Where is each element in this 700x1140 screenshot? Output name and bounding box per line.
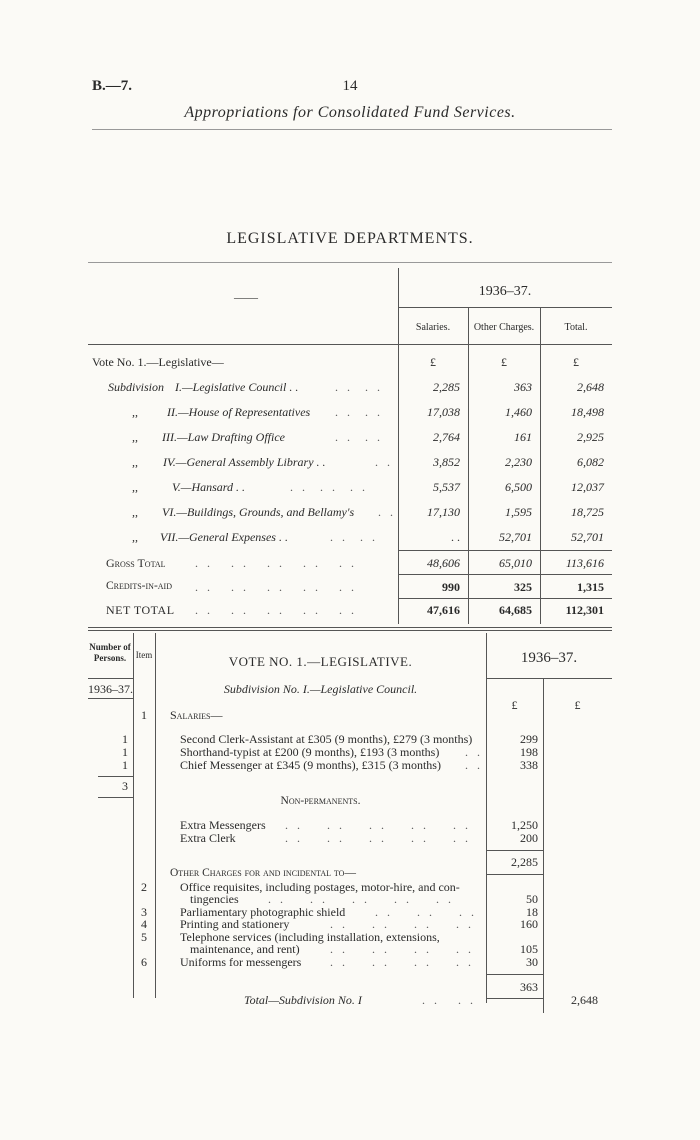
row-other: 363 (514, 380, 532, 394)
row-other: 2,230 (505, 455, 532, 469)
row-salaries: 17,038 (427, 405, 460, 419)
salary-amount: 299 (520, 732, 538, 746)
credits-salaries: 990 (442, 580, 460, 594)
col-total: Total. (564, 322, 588, 333)
leader-dots: . . . . . . (290, 480, 368, 494)
page-number: 14 (342, 78, 358, 94)
row-salaries: 3,852 (433, 455, 460, 469)
row-total: 52,701 (571, 530, 604, 544)
subdivision-total-label: Total—Subdivision No. I (244, 993, 362, 1007)
col-other-charges: Other Charges. (473, 322, 535, 333)
row-salaries: . . (451, 530, 460, 544)
other-charges-heading: Other Charges for and incidental to— (170, 867, 356, 879)
gross-other: 65,010 (499, 556, 532, 570)
net-label: NET TOTAL (106, 603, 175, 617)
salaries-label: Salaries— (170, 708, 223, 722)
row-label: II.—House of Representatives (167, 405, 311, 419)
col-salaries: Salaries. (415, 322, 451, 333)
currency-salaries: £ (430, 355, 436, 369)
currency-total: £ (573, 355, 579, 369)
charge-amount: 105 (520, 942, 538, 956)
charge-text: Telephone services (including installation, extensions, (180, 930, 440, 944)
persons-count: 1 (122, 732, 128, 746)
row-prefix: ,, (132, 430, 138, 444)
row-total: 12,037 (571, 480, 604, 494)
row-total: 18,498 (571, 405, 604, 419)
leader-dots: . . . . . . . . . . (268, 892, 454, 906)
summary-bottom-rule (88, 627, 612, 631)
net-other: 64,685 (499, 603, 532, 617)
header-rule (92, 129, 612, 130)
row-prefix: ,, (132, 505, 138, 519)
gross-salaries: 48,606 (427, 556, 460, 570)
leader-dots: . . (378, 505, 396, 519)
persons-total: 3 (122, 779, 128, 793)
item-number: 2 (141, 880, 147, 894)
detail-currency-amount: £ (511, 698, 518, 712)
leader-dots: . . . . (330, 530, 378, 544)
summary-header-rule (88, 344, 612, 345)
row-label: VI.—Buildings, Grounds, and Bellamy's (162, 505, 355, 519)
row-label: I.—Legislative Council . . (175, 380, 299, 394)
persons-count: 1 (122, 745, 128, 759)
detail-year-rule (486, 678, 612, 679)
row-salaries: 2,285 (433, 380, 460, 394)
other-subtotal: 363 (520, 980, 538, 994)
non-permanents-heading: Non-permanents. (280, 795, 361, 807)
charge-text: Uniforms for messengers (180, 955, 302, 969)
row-total: 2,648 (577, 380, 604, 394)
page-title: Appropriations for Consolidated Fund Services. (184, 104, 516, 121)
salary-text: Shorthand-typist at £200 (9 months), £193 (3 months) (180, 745, 440, 759)
row-other: 6,500 (505, 480, 532, 494)
charge-text-cont: maintenance, and rent) (190, 942, 300, 956)
leader-dots: . . . . (335, 430, 383, 444)
subdivision-title: Subdivision No. I.—Legislative Council. (223, 682, 418, 696)
leader-dots: . . . . . . . . . . (195, 556, 357, 570)
row-label: IV.—General Assembly Library . . (163, 455, 326, 469)
row-other: 52,701 (499, 530, 532, 544)
gross-label: Gross Total (106, 556, 166, 570)
summary-year: 1936–37. (478, 284, 532, 299)
document-reference: B.—7. (92, 78, 133, 94)
leader-dots: . . . . . . . . . . (285, 818, 471, 832)
row-prefix: ,, (132, 405, 138, 419)
section-heading: LEGISLATIVE DEPARTMENTS. (226, 230, 474, 247)
persons-year: 1936–37. (88, 682, 133, 696)
row-salaries: 5,537 (433, 480, 460, 494)
row-salaries: 17,130 (427, 505, 460, 519)
row-label: V.—Hansard . . (172, 480, 246, 494)
persons-year-rule (88, 698, 133, 699)
salaries-subtotal-rule (486, 850, 543, 851)
total-col-line (543, 678, 544, 1013)
item-number: 3 (141, 905, 147, 919)
charge-text: Office requisites, including postages, motor-hire, and con- (180, 880, 460, 894)
leader-dots: . . . . . . . . (330, 955, 474, 969)
salary-amount: 338 (520, 758, 538, 772)
row-salaries: 2,764 (433, 430, 460, 444)
charge-text: Parliamentary photographic shield (180, 905, 346, 919)
persons-total-rule (98, 797, 133, 798)
leader-dots: . . (465, 745, 483, 759)
charge-amount: 18 (526, 905, 538, 919)
leader-dots: . . . . . . . . (330, 917, 474, 931)
vote-label: Vote No. 1.—Legislative— (92, 355, 224, 369)
summary-top-rule (88, 262, 612, 263)
salary-text: Second Clerk-Assistant at £305 (9 months), £279 (3 months) (180, 732, 473, 746)
non-perm-text: Extra Messengers (180, 818, 266, 832)
net-total: 112,301 (565, 603, 604, 617)
item-number: 6 (141, 955, 147, 969)
item-number: 5 (141, 930, 147, 944)
credits-label: Credits-in-aid (106, 580, 172, 592)
subdivision-total-value: 2,648 (571, 993, 598, 1007)
salaries-subtotal: 2,285 (511, 855, 538, 869)
row-other: 161 (514, 430, 532, 444)
charge-amount: 30 (526, 955, 538, 969)
row-total: 2,925 (577, 430, 604, 444)
leader-dots: . . . . . . . . . . (195, 580, 357, 594)
leader-dots: . . . . . . . . . . (285, 831, 471, 845)
non-perm-text: Extra Clerk (180, 831, 236, 845)
other-subtotal-rule (486, 974, 543, 975)
leader-dots: . . . . . . (375, 905, 477, 919)
gross-rule (398, 550, 612, 551)
salaries-subtotal-bottom-rule (486, 874, 543, 875)
col-persons-header: Number of Persons. (89, 642, 131, 663)
leader-dots: . . (465, 758, 483, 772)
other-subtotal-bottom-rule (486, 998, 543, 999)
currency-other: £ (501, 355, 507, 369)
gross-total: 113,616 (565, 556, 604, 570)
leader-dots: . . (375, 455, 393, 469)
charge-text: Printing and stationery (180, 917, 290, 931)
row-label: VII.—General Expenses . . (160, 530, 288, 544)
net-rule (398, 598, 612, 599)
leader-dots: . . . . . . . . . . (195, 603, 357, 617)
row-prefix: Subdivision (108, 380, 164, 394)
leader-dots: . . . . . . . . (330, 942, 474, 956)
leader-dots: . . . . (335, 380, 383, 394)
item-number: 4 (141, 917, 147, 931)
non-perm-amount: 1,250 (511, 818, 538, 832)
net-salaries: 47,616 (427, 603, 460, 617)
item-number: 1 (141, 708, 147, 722)
detail-currency-total: £ (574, 698, 581, 712)
row-total: 18,725 (571, 505, 604, 519)
leader-dots: . . . . (422, 993, 476, 1007)
persons-header-rule (88, 678, 133, 679)
credits-other: 325 (514, 580, 532, 594)
credits-rule (398, 574, 612, 575)
row-prefix: ,, (132, 455, 138, 469)
row-other: 1,595 (505, 505, 532, 519)
year-rule (398, 307, 612, 308)
stub-dash: —— (234, 290, 258, 304)
row-other: 1,460 (505, 405, 532, 419)
row-label: III.—Law Drafting Office (162, 430, 285, 444)
persons-sum-rule (98, 776, 133, 777)
charge-amount: 160 (520, 917, 538, 931)
non-perm-amount: 200 (520, 831, 538, 845)
row-prefix: ,, (132, 530, 138, 544)
charge-text-cont: tingencies (190, 892, 239, 906)
row-total: 6,082 (577, 455, 604, 469)
charge-amount: 50 (526, 892, 538, 906)
salary-text: Chief Messenger at £345 (9 months), £315 (3 months) (180, 758, 441, 772)
leader-dots: . . . . (335, 405, 383, 419)
salary-amount: 198 (520, 745, 538, 759)
detail-year: 1936–37. (520, 650, 578, 666)
persons-count: 1 (122, 758, 128, 772)
vote-title: VOTE NO. 1.—LEGISLATIVE. (228, 654, 413, 669)
credits-total: 1,315 (577, 580, 604, 594)
col-item-header: Item (135, 650, 153, 660)
row-prefix: ,, (132, 480, 138, 494)
